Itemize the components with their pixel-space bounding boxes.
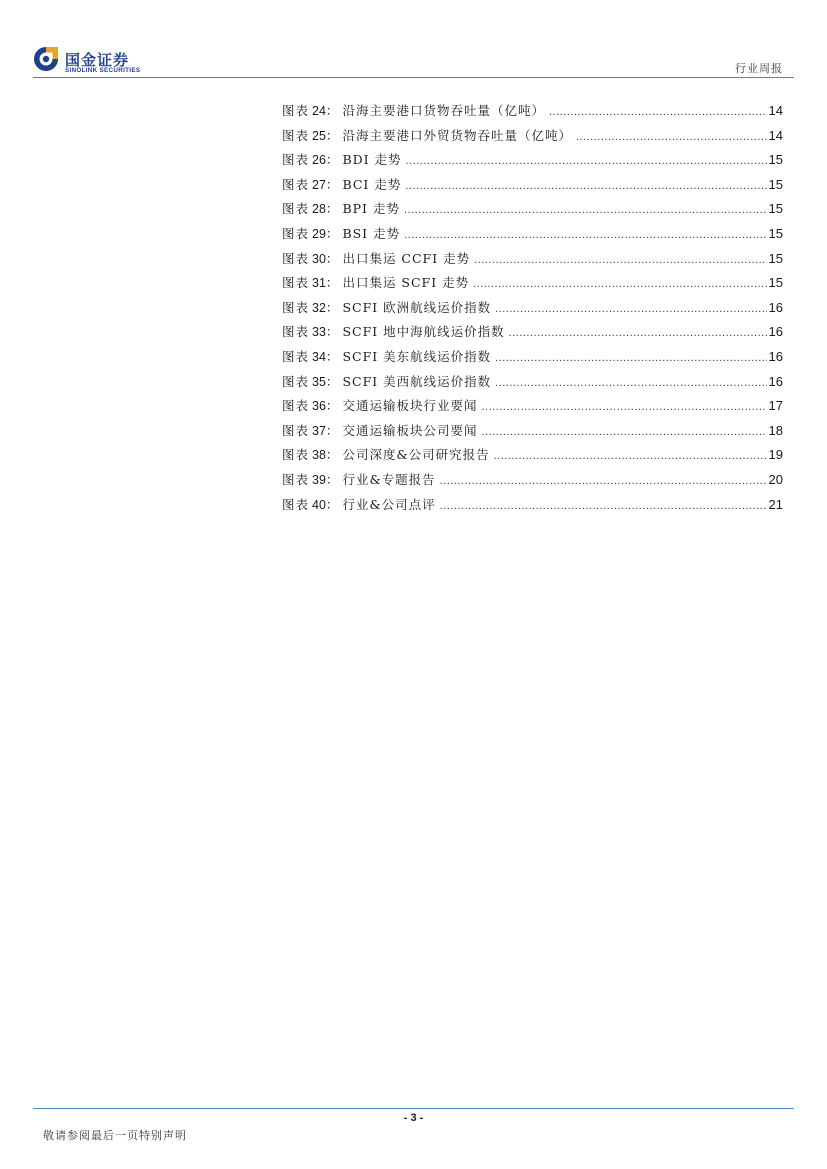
toc-entry-number: 32: [312, 300, 326, 315]
toc-entry-prefix: 图表: [282, 373, 310, 389]
toc-entry-page: 15: [768, 176, 783, 192]
toc-entry-number: 39: [312, 472, 326, 487]
toc-entry-title: BSI 走势: [342, 225, 401, 241]
toc-entry-colon: ：: [325, 299, 339, 315]
company-logo: [33, 46, 163, 76]
toc-leader-dots: [473, 272, 766, 297]
logo-english-name: SINOLINK SECURITIES: [65, 67, 141, 74]
toc-entry-title: SCFI 美东航线运价指数: [342, 348, 492, 364]
toc-entry-prefix: 图表: [282, 299, 310, 315]
toc-leader-dots: [404, 198, 767, 223]
toc-entry[interactable]: [282, 394, 783, 419]
sinolink-logo-icon: [33, 46, 59, 72]
toc-entry-page: 21: [768, 496, 783, 512]
toc-leader-dots: [495, 297, 766, 322]
toc-entry-colon: ：: [325, 373, 339, 389]
toc-entry[interactable]: [282, 271, 783, 296]
toc-entry-number: 27: [312, 177, 326, 192]
toc-entry-page: 15: [768, 275, 783, 291]
toc-leader-dots: [474, 248, 766, 273]
disclaimer-text: 敬请参阅最后一页特别声明: [43, 1129, 187, 1142]
toc-entry-colon: ：: [325, 422, 339, 438]
toc-entry-number: 35: [312, 374, 326, 389]
toc-entry-prefix: 图表: [282, 201, 310, 217]
toc-leader-dots: [481, 420, 766, 445]
toc-entry-number: 31: [312, 276, 326, 291]
page-number: - 3 -: [403, 1112, 424, 1124]
toc-entry-colon: ：: [325, 225, 339, 241]
toc-entry-number: 37: [312, 423, 326, 438]
toc-entry[interactable]: [282, 197, 783, 222]
toc-entry-number: 33: [312, 325, 326, 340]
toc-entry-page: 16: [768, 348, 783, 364]
toc-entry-title: BPI 走势: [342, 201, 400, 217]
toc-entry-page: 15: [768, 152, 783, 168]
toc-entry[interactable]: [282, 124, 783, 149]
toc-entry-page: 14: [768, 127, 783, 143]
toc-entry-prefix: 图表: [282, 225, 310, 241]
toc-entry-page: 14: [768, 103, 783, 118]
toc-entry-title: SCFI 地中海航线运价指数: [342, 324, 505, 340]
toc-entry-number: 29: [312, 226, 326, 241]
toc-entry-page: 16: [768, 373, 783, 389]
toc-entry-prefix: 图表: [282, 496, 310, 512]
toc-entry-title: BCI 走势: [342, 176, 402, 192]
toc-entry-colon: ：: [325, 103, 339, 118]
toc-entry-number: 24: [312, 104, 326, 118]
toc-entry-colon: ：: [325, 324, 339, 340]
toc-entry-prefix: 图表: [282, 250, 310, 266]
toc-entry-prefix: 图表: [282, 324, 310, 340]
toc-entry[interactable]: [282, 173, 783, 198]
logo-chinese-name: 国金证券: [65, 51, 130, 69]
toc-entry-number: 38: [312, 448, 326, 463]
toc-entry-page: 15: [768, 225, 783, 241]
toc-leader-dots: [440, 494, 767, 519]
toc-entry-colon: ：: [325, 152, 339, 168]
header-divider: [33, 77, 794, 78]
toc-entry-colon: ：: [325, 447, 339, 463]
toc-entry[interactable]: [282, 419, 783, 444]
toc-entry[interactable]: [282, 99, 783, 124]
toc-entry-number: 26: [312, 153, 326, 168]
toc-leader-dots: [440, 469, 767, 494]
toc-leader-dots: [481, 395, 766, 420]
toc-leader-dots: [406, 149, 767, 174]
toc-leader-dots: [549, 100, 767, 125]
toc-entry-number: 28: [312, 202, 326, 217]
toc-leader-dots: [494, 444, 767, 469]
toc-entry-page: 20: [768, 471, 783, 487]
toc-leader-dots: [576, 125, 767, 150]
toc-entry-title: 交通运输板块行业要闻: [342, 398, 478, 414]
toc-entry-colon: ：: [325, 250, 339, 266]
footer-divider: [33, 1108, 794, 1109]
toc-entry[interactable]: [282, 443, 783, 468]
toc-entry-colon: ：: [325, 398, 339, 414]
toc-entry-prefix: 图表: [282, 103, 310, 118]
toc-entry-prefix: 图表: [282, 152, 310, 168]
toc-entry-title: 沿海主要港口外贸货物吞吐量（亿吨）: [342, 127, 572, 143]
toc-entry-colon: ：: [325, 496, 339, 512]
toc-entry-title: 出口集运 CCFI 走势: [342, 250, 471, 266]
toc-entry[interactable]: [282, 468, 783, 493]
toc-entry-title: 出口集运 SCFI 走势: [342, 275, 470, 291]
toc-entry-title: 公司深度&公司研究报告: [342, 447, 490, 463]
toc-entry-colon: ：: [325, 201, 339, 217]
toc-entry-prefix: 图表: [282, 447, 310, 463]
toc-entry-colon: ：: [325, 176, 339, 192]
toc-entry-page: 17: [768, 398, 783, 414]
report-type-label: 行业周报: [735, 62, 783, 75]
toc-leader-dots: [509, 321, 767, 346]
toc-entry[interactable]: [282, 493, 783, 518]
toc-entry[interactable]: [282, 247, 783, 272]
toc-entry-title: SCFI 欧洲航线运价指数: [342, 299, 492, 315]
toc-entry-title: 沿海主要港口货物吞吐量（亿吨）: [342, 103, 545, 118]
figure-index-list: [282, 99, 783, 517]
toc-entry[interactable]: [282, 296, 783, 321]
toc-entry-number: 40: [312, 497, 326, 512]
toc-entry-page: 16: [768, 299, 783, 315]
toc-entry-number: 30: [312, 251, 326, 266]
toc-entry-number: 34: [312, 349, 326, 364]
toc-entry-colon: ：: [325, 275, 339, 291]
toc-entry-number: 25: [312, 128, 326, 143]
toc-entry-prefix: 图表: [282, 422, 310, 438]
toc-entry-title: 行业&公司点评: [342, 496, 436, 512]
toc-entry-colon: ：: [325, 127, 339, 143]
toc-entry-page: 19: [768, 447, 783, 463]
toc-entry-page: 15: [768, 250, 783, 266]
toc-entry-title: SCFI 美西航线运价指数: [342, 373, 492, 389]
toc-leader-dots: [405, 174, 766, 199]
toc-entry[interactable]: [282, 148, 783, 173]
toc-entry-prefix: 图表: [282, 275, 310, 291]
toc-entry-prefix: 图表: [282, 127, 310, 143]
toc-entry[interactable]: [282, 222, 783, 247]
toc-entry[interactable]: [282, 370, 783, 395]
toc-leader-dots: [495, 371, 766, 396]
toc-entry-title: 交通运输板块公司要闻: [342, 422, 478, 438]
toc-entry[interactable]: [282, 345, 783, 370]
toc-entry-colon: ：: [325, 348, 339, 364]
toc-entry-title: BDI 走势: [342, 152, 402, 168]
toc-entry-prefix: 图表: [282, 176, 310, 192]
toc-entry-title: 行业&专题报告: [342, 471, 436, 487]
toc-entry-prefix: 图表: [282, 348, 310, 364]
toc-leader-dots: [404, 223, 766, 248]
toc-entry-page: 18: [768, 422, 783, 438]
toc-entry-page: 16: [768, 324, 783, 340]
toc-entry[interactable]: [282, 320, 783, 345]
toc-entry-colon: ：: [325, 471, 339, 487]
toc-entry-prefix: 图表: [282, 471, 310, 487]
toc-entry-prefix: 图表: [282, 398, 310, 414]
toc-entry-number: 36: [312, 399, 326, 414]
toc-entry-page: 15: [768, 201, 783, 217]
toc-leader-dots: [495, 346, 766, 371]
